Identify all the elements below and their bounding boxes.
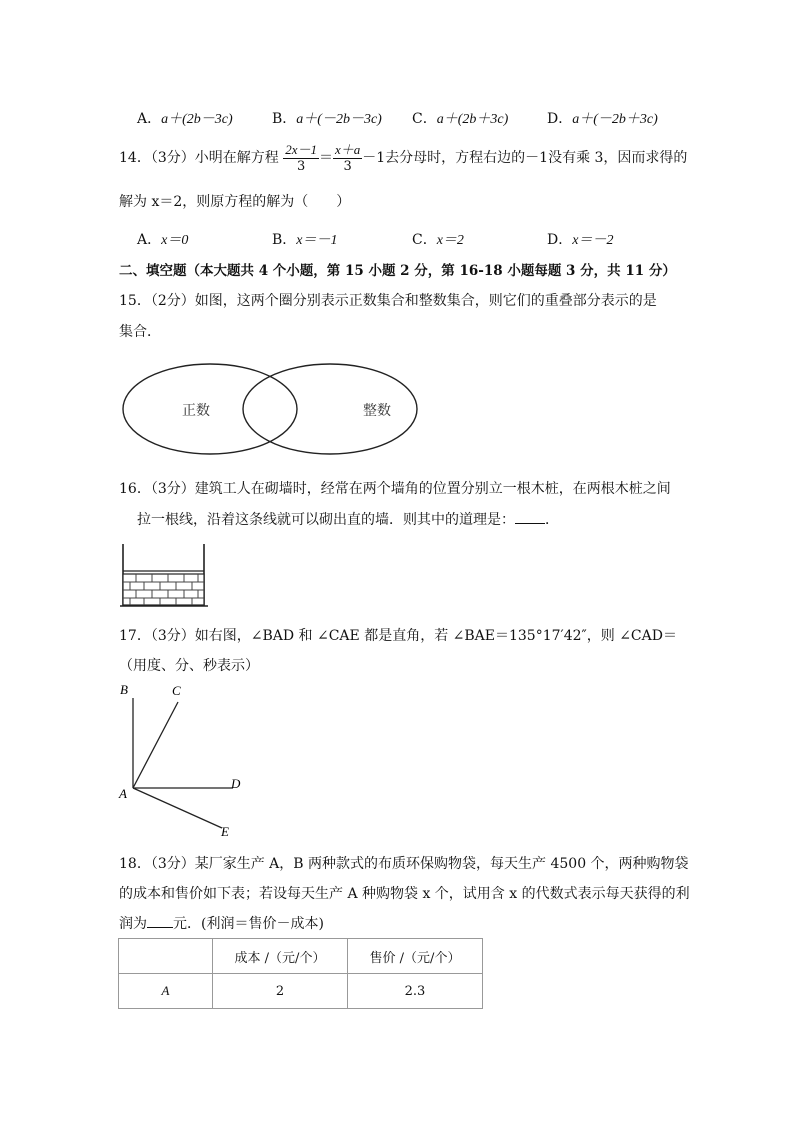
brick-wall-figure [120,544,208,608]
venn-circle-positive [123,364,297,454]
q14-eq-tail: －1 [362,150,386,166]
q17-line2: （用度、分、秒表示） [119,658,259,674]
q14-options [137,229,697,249]
q14-option-b: B．x＝－1 [272,232,338,248]
venn-diagram [120,362,450,457]
label-e: E [221,824,229,839]
q15-line1: 15．（2分）如图，这两个圈分别表示正数集合和整数集合，则它们的重叠部分表示的是 [119,293,657,309]
q14-fraction-right: $\frac{x+a}{3}$ [334,141,361,174]
q13-option-a: A．a＋(2b－3c) [137,111,233,127]
q13-options [137,108,697,128]
q16-line1: 16．（3分）建筑工人在砌墙时，经常在两个墙角的位置分别立一根木桩，在两根木桩之间 [119,481,671,497]
ray-ac [133,702,178,788]
q18-answer-blank[interactable] [147,915,173,928]
q18-line1: 18．（3分）某厂家生产 A，B 两种款式的布质环保购物袋，每天生产 4500 个，两种购物袋 [119,856,689,872]
q18-line3-b: 元．(利润＝售价－成本) [173,916,324,932]
q13-option-c: C．a＋(2b＋3c) [412,111,509,127]
q14-fraction-left: $\frac{2x-1}{3}$ [285,141,317,174]
q18-line2: 的成本和售价如下表；若设每天生产 A 种购物袋 x 个，试用含 x 的代数式表示每天获得的利 [119,886,690,902]
label-a: A [119,786,127,801]
q16-line2-text: 拉一根线，沿着这条线就可以砌出直的墙．则其中的道理是： [137,512,515,528]
table-cell-cost: 2 [213,974,348,1009]
q14-text-after: 去分母时，方程右边的－1没有乘 3，因而求得的 [385,150,688,166]
q18-line3-a: 润为 [119,916,147,932]
table-cell-product: A [119,974,213,1009]
q14-option-c: C．x＝2 [412,232,464,248]
q14-text-before: 小明在解方程 [194,150,279,166]
q18-line3 [119,913,324,933]
angle-figure [115,680,255,840]
q13-option-b: B．a＋(－2b－3c) [272,111,382,127]
cost-price-table [118,938,483,1009]
q14-option-d: D．x＝－2 [547,232,614,248]
q17-line1: 17．（3分）如右图，∠BAD 和 ∠CAE 都是直角，若 ∠BAE＝135°17′42″，则 ∠CAD＝ [119,628,677,644]
venn-label-positive: 正数 [182,403,210,419]
q14-eq-sign: ＝ [318,150,333,166]
table-header-row [119,939,483,974]
table-header-cost: 成本 /（元/个） [213,939,348,974]
table-cell-price: 2.3 [348,974,483,1009]
table-header-empty [119,939,213,974]
q16-line2 [137,509,559,529]
venn-label-integer: 整数 [363,403,391,419]
label-d: D [231,776,241,791]
label-c: C [172,683,181,698]
q16-answer-blank[interactable] [515,511,545,524]
q14-line1 [119,140,687,176]
table-row [119,974,483,1009]
section-heading: 二、填空题（本大题共 4 个小题，第 15 小题 2 分，第 16-18 小题每题 3 分，共 11 分） [119,263,676,279]
q14-number: 14．（3分） [119,150,195,166]
q13-option-d: D．a＋(－2b＋3c) [547,111,658,127]
q14-option-a: A．x＝0 [137,232,189,248]
q16-line2-end: ． [545,512,559,528]
label-b: B [120,682,128,697]
q14-line2: 解为 x＝2，则原方程的解为（ ） [119,194,351,210]
table-header-price: 售价 /（元/个） [348,939,483,974]
ray-ae [133,788,222,828]
q15-line2: 集合． [119,324,161,340]
